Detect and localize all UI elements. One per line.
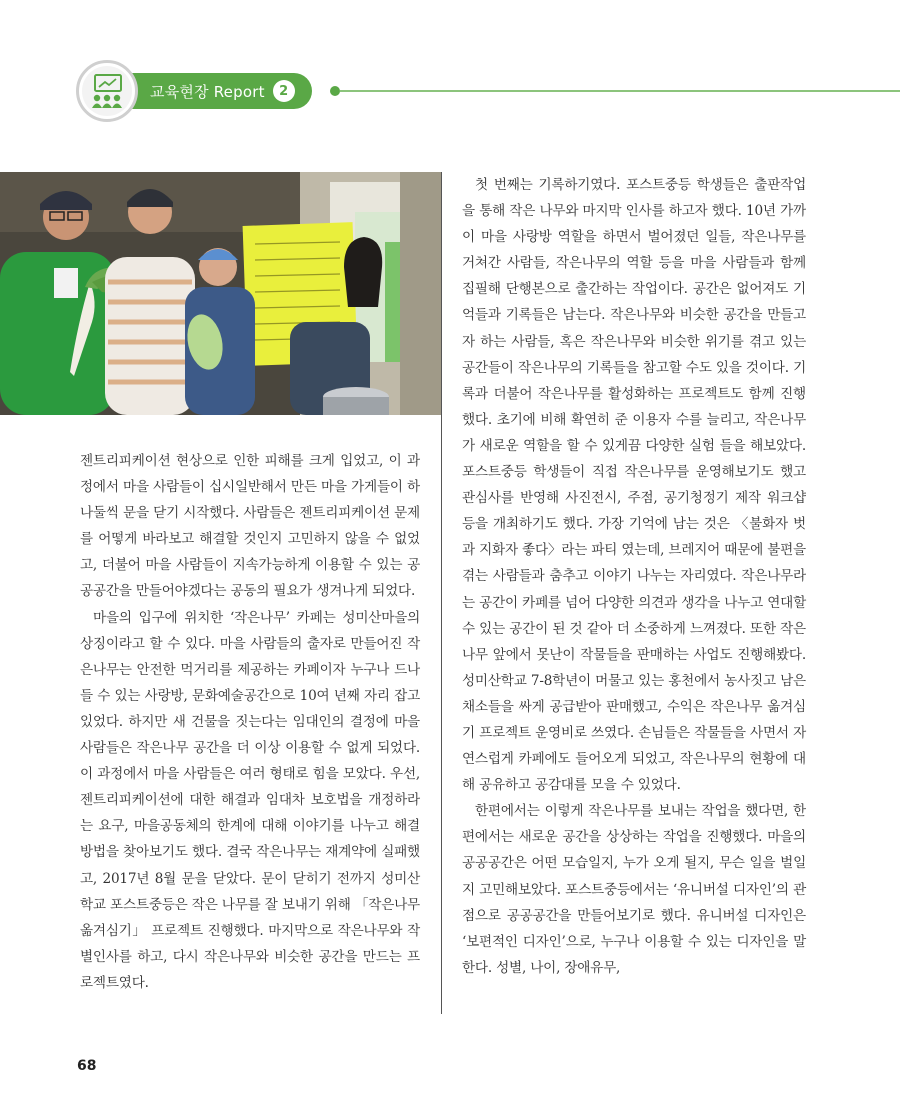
header-rule [340,90,900,92]
article-photo [0,172,441,415]
article-right-column [462,172,806,981]
column-divider [441,172,442,1014]
section-icon-badge [76,60,138,122]
section-label: 교육현장 Report [150,82,265,101]
paragraph: 한편에서는 이렇게 작은나무를 보내는 작업을 했다면, 한편에서는 새로운 공간을 상상하는 작업을 진행했다. 마을의 공공공간은 어떤 모습일지, 누가 오게 될지, 무슨 일을 벌일지 고민해보았다. 포스트중등에서는 ‘유니버설 디자인’의 관점으로 공공공간을 만들어보기로 했다. 유니버설 디자인은 ‘보편적인 디자인’으로, 누구나 이용할 수 있는 디자인을 말한다. 성별, 나이, 장애유무, [462,803,806,976]
paragraph: 마을의 입구에 위치한 ‘작은나무’ 카페는 성미산마을의 상징이라고 할 수 있다. 마을 사람들의 출자로 만들어진 작은나무는 안전한 먹거리를 제공하는 카페이자 누구나 드나들 수 있는 사랑방, 문화예술공간으로 10여 년째 자리 잡고 있었다. 하지만 새 건물을 짓는다는 임대인의 결정에 마을 사람들은 작은나무 공간을 더 이상 이용할 수 없게 되었다. 이 과정에서 마을 사람들은 여러 형태로 힘을 모았다. 우선, 젠트리피케이션에 대한 해결과 임대차 보호법을 개정하라는 요구, 마을공동체의 한계에 대해 이야기를 나누고 해결 방법을 찾아보기도 했다. 결국 작은나무는 재계약에 실패했고, 2017년 8월 문을 닫았다. 문이 닫히기 전까지 성미산학교 포스트중등은 작은 나무를 잘 보내기 위해 「작은나무 옮겨심기」 프로젝트 진행했다. 마지막으로 작은나무와 작별인사를 하고, 다시 작은나무와 비슷한 공간을 만드는 프로젝트였다. [80,609,420,991]
paragraph: 젠트리피케이션 현상으로 인한 피해를 크게 입었고, 이 과정에서 마을 사람들이 십시일반해서 만든 마을 가게들이 하나둘씩 문을 닫기 시작했다. 사람들은 젠트리피케이션 문제를 어떻게 바라보고 해결할 것인지 고민하지 않을 수 없었고, 더불어 마을 사람들이 지속가능하게 이용할 수 있는 공공공간을 만들어야겠다는 공동의 필요가 생겨나게 되었다. [80,453,420,600]
presentation-icon [82,66,132,116]
header-rule-dot [330,86,340,96]
paragraph: 첫 번째는 기록하기였다. 포스트중등 학생들은 출판작업을 통해 작은 나무와 마지막 인사를 하고자 했다. 10년 가까이 마을 사랑방 역할을 하면서 벌어졌던 일들, 작은나무를 거쳐간 사람들, 작은나무의 역할 등을 마을 사람들과 함께 집필해 단행본으로 출간하는 작업이다. 공간은 없어져도 기억들과 기록들은 남는다. 작은나무와 비슷한 공간을 만들고자 하는 사람들, 혹은 작은나무와 비슷한 위기를 겪고 있는 공간들이 작은나무의 기록들을 참고할 수도 있을 것이다. 기록과 더불어 작은나무를 활성화하는 프로젝트도 함께 진행했다. 초기에 비해 확연히 준 이용자 수를 늘리고, 작은나무가 새로운 역할을 할 수 있게끔 다양한 실험 들을 해보았다. 포스트중등 학생들이 직접 작은나무를 운영해보기도 했고 관심사를 반영해 사진전시, 주점, 공기청정기 제작 워크샵 등을 개최하기도 했다. 가장 기억에 남는 것은 〈불화자 벗과 지화자 좋다〉라는 파티 였는데, 브레지어 때문에 불편을 겪는 사람들과 춤추고 이야기 나누는 자리였다. 작은나무라는 공간이 카페를 넘어 다양한 의견과 생각을 나누고 연대할 수 있는 공간이 된 것 같아 더 소중하게 느껴졌다. 또한 작은나무 앞에서 못난이 작물들을 판매하는 사업도 진행해봤다. 성미산학교 7-8학년이 머물고 있는 홍천에서 농사짓고 남은 채소들을 싸게 공급받아 판매했고, 수익은 작은나무 옮겨심기 프로젝트 운영비로 쓰였다. 손님들은 작물들을 사면서 자연스럽게 카페에도 들어오게 되었고, 작은나무의 현황에 대해 공유하고 공감대를 모을 수 있었다. [462,177,806,794]
article-left-column [80,448,420,996]
page-number: 68 [77,1058,97,1074]
section-number-badge: 2 [273,80,295,102]
section-label-pill [116,73,312,109]
